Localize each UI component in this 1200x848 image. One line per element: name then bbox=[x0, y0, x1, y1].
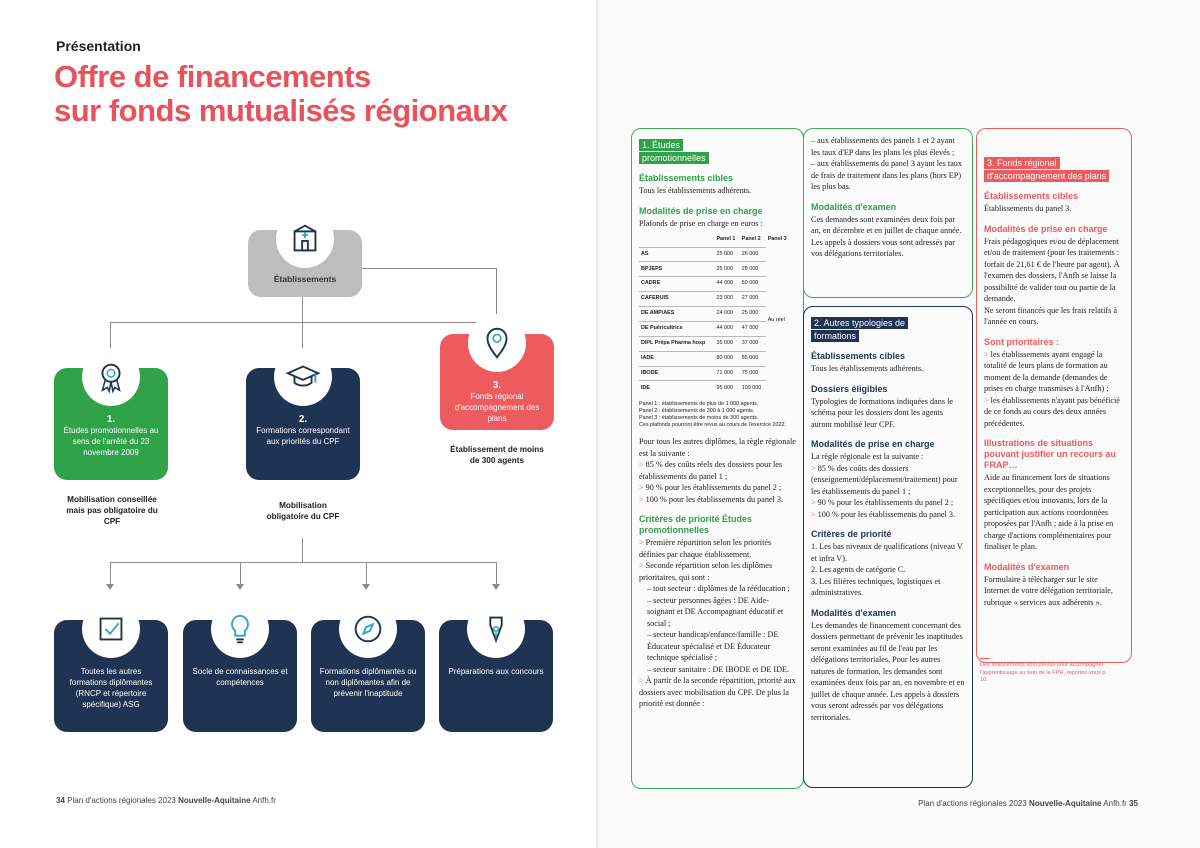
section-kicker: Présentation bbox=[56, 38, 141, 54]
table-row: AS 25 000 26 000 Au réel bbox=[639, 247, 791, 262]
table-row: BPJEPS 25 000 28 000 bbox=[639, 262, 791, 277]
node-3-subtext: Établissement de moins de 300 agents bbox=[450, 445, 544, 465]
left-page bbox=[0, 0, 598, 848]
pen-nib-icon bbox=[467, 600, 525, 658]
table-row: DE Puéricultrice 44 000 47 000 bbox=[639, 321, 791, 336]
section-title-2: 2. Autres typologies de formations bbox=[811, 317, 908, 342]
table-row: IBODE 71 000 75 000 bbox=[639, 366, 791, 381]
node-autres-formations-diplomantes: Toutes les autres formations diplômantes (RNCP et répertoire spécifique) ASG bbox=[54, 620, 168, 732]
folio-right: Plan d'actions régionales 2023 Nouvelle-Aquitaine Anfh.fr 35 bbox=[918, 799, 1138, 808]
column-autres-typologies: 2. Autres typologies de formations Établissements cibles Tous les établissements adhérents. Dossiers éligibles Typologies de formations indiquées dans le schéma pour les dossiers dont les agents auront mobilisé leur CPF. Modalités de prise en charge La règle régionale est la suivante : > 85 % des coûts des dossiers (enseignement/déplacement/traitement) pour les établissements du panel 1 ; > 90 % pour les établissements du panel 2 ; > 100 % pour les établissements du panel 3. Critères de priorité 1. Les bas niveaux de qualifications (niveau V et infra V). 2. Les agents de catégorie C. 3. Les filières techniques, logistiques et administratives. Modalités d'examen Les demandes de financement concernant des dossiers permettant de prévenir les inaptitudes seront examinées au fil de l'eau par les délégations territoriales. Pour les autres natures de formation, les demandes sont examinées deux fois par an, en novembre et en juillet de chaque année. Les appels à dossiers vous seront adressés par vos délégations territoriales. bbox=[803, 306, 973, 788]
building-icon bbox=[276, 210, 334, 268]
node-1-subtext: Mobilisation conseillée mais pas obligatoire du CPF bbox=[66, 495, 158, 526]
table-row: CAFERUIS 23 000 27 000 bbox=[639, 292, 791, 307]
lightbulb-icon bbox=[211, 600, 269, 658]
right-page bbox=[600, 0, 1200, 848]
folio-left: 34 Plan d'actions régionales 2023 Nouvelle-Aquitaine Anfh.fr bbox=[56, 796, 276, 805]
compass-icon bbox=[339, 600, 397, 658]
table-row: IDE 95 000 109 000 bbox=[639, 381, 791, 395]
column-etudes-suite: – aux établissements des panels 1 et 2 ayant les taux d'EP dans les plans les plus élevés ; – aux établissements du panel 3 ayant les taux de frais de traitement dans les plans (hors EP) les plus bas. Modalités d'examen Ces demandes sont examinées deux fois par an, en décembre et en juillet de chaque année. Les appels à dossiers vous sont adressés par vos délégations territoriales. bbox=[803, 128, 973, 298]
section-title-1: 1. Études promotionnelles bbox=[639, 139, 709, 164]
table-row: DE AMP/AES 24 000 25 000 bbox=[639, 307, 791, 322]
table-row: DIPL Prépa Pharma hosp 35 000 37 000 bbox=[639, 336, 791, 351]
node-formations-priorites-cpf: 2. Formations correspondant aux priorités du CPF bbox=[246, 368, 360, 480]
table-row: CADRE 44 000 50 000 bbox=[639, 277, 791, 292]
node-etablissements: Établissements bbox=[248, 230, 362, 297]
column-etudes-promotionnelles: 1. Études promotionnelles Établissements cibles Tous les établissements adhérents. Modalités de prise en charge Plafonds de prise en charge en euros : Panel 1 Panel 2 Panel 3 AS 25 000 26 000 Au réel BPJEPS 25 000 28 000 CADRE 44 000 50 000 CAFERUIS 23 000 27 000 DE AMP/AES 24 000 25 000 DE Puéricultrice 44 000 47 000 DIPL Prépa Pharma hosp 35 000 37 000 IADE 80 000 85 000 IBODE 71 000 75 000 IDE 95 000 109 000 Panel 1 : établissements de plus de 1 000 agents. Panel 2 : établissements de 300 à 1 000 agents. Panel 3 : établissements de moins de 300 agents. Ces plafonds pourront être revus au cours de l'exercice 2022. Pour tous les autres diplômes, la règle régionale est la suivante : > 85 % des coûts réels des dossiers pour les établissements du panel 1 ; > 90 % pour les établissements du panel 2 ; > 100 % pour les établissements du panel 3. Critères de priorité Études promotionnelles > Première répartition selon les priorités définies par chaque établissement. > Seconde répartition selon les diplômes prioritaires, qui sont : – tout secteur : diplômes de la rééducation ; – secteur personnes âgées : DE Aide-soignant et DE Accompagnant éducatif et social ; – secteur handicap/enfance/famille : DE Éducateur spécialisé et DE Éducateur technique spécialisé ; – secteur sanitaire : DE IBODE et DE IDE. > À partir de la seconde répartition, priorité aux dossiers avec mobilisation du CPF. De plus la priorité est donnée : bbox=[631, 128, 804, 789]
node-2-subtext: Mobilisation obligatoire du CPF bbox=[266, 501, 340, 521]
checklist-icon bbox=[82, 600, 140, 658]
award-ribbon-icon bbox=[82, 348, 140, 406]
apprentissage-note: Des financements sont prévus pour accompagner l'apprentissage au sein de la FPH, reportez-vous p. 10. bbox=[980, 658, 1110, 685]
page-title: Offre de financements sur fonds mutualisés régionaux bbox=[54, 59, 508, 128]
table-row: IADE 80 000 85 000 bbox=[639, 351, 791, 366]
location-pin-icon bbox=[468, 314, 526, 372]
panel-legend: Panel 1 : établissements de plus de 1 000 agents. Panel 2 : établissements de 300 à 1 000 agents. Panel 3 : établissements de moins de 300 agents. Ces plafonds pourront être revus au cours de l'exercice 2022. bbox=[639, 401, 786, 429]
node-etudes-promotionnelles: 1. Études promotionnelles au sens de l'arrêté du 23 novembre 2009 bbox=[54, 368, 168, 480]
column-fonds-regional: 3. Fonds régional d'accompagnement des plans Établissements cibles Établissements du panel 3. Modalités de prise en charge Frais pédagogiques et/ou de déplacement et/ou de traitement (pour les traitements : forfait de 21,61 € de l'heure par agent). À l'examen des dossiers, l'Anfh se laisse la possibilité de valider tout ou partie de la demande. Ne seront financés que les frais relatifs à l'année en cours. Sont prioritaires : > les établissements ayant engagé la totalité de leurs plans de formation au moment de la demande (demandes de prises en charge transmises à l'Anfh) ; > les établissements n'ayant pas bénéficié de ce fonds au cours des deux années précédentes. Illustrations de situations pouvant justifier un recours au FRAP… Aide au financement lors de situations exceptionnelles, pour des projets spécifiques et/ou innovants, lors de la participation aux actions coordonnées proposées par l'Anfh ; aide à la prise en charge d'actions complémentaires pour finaliser le plan. Modalités d'examen Formulaire à télécharger sur le site Internet de votre délégation territoriale, rubrique « services aux adhérents ». bbox=[976, 128, 1132, 663]
graduation-cap-icon bbox=[274, 348, 332, 406]
node-prevenir-inaptitude: Formations diplômantes ou non diplômantes afin de prévenir l'inaptitude bbox=[311, 620, 425, 732]
section-title-3: 3. Fonds régional d'accompagnement des plans bbox=[984, 157, 1109, 182]
node-fonds-regional: 3. Fonds régional d'accompagnement des plans bbox=[440, 334, 554, 430]
plafonds-table: Panel 1 Panel 2 Panel 3 AS 25 000 26 000 Au réel BPJEPS 25 000 28 000 CADRE 44 000 50 000 CAFERUIS 23 000 27 000 DE AMP/AES 24 000 25 000 DE Puéricultrice 44 000 47 000 DIPL Prépa Pharma hosp 35 000 37 000 IADE 80 000 85 000 IBODE 71 000 75 000 IDE 95 000 109 000 bbox=[639, 233, 791, 395]
node-preparations-concours: Préparations aux concours bbox=[439, 620, 553, 732]
node-socle-connaissances: Socle de connaissances et compétences bbox=[183, 620, 297, 732]
